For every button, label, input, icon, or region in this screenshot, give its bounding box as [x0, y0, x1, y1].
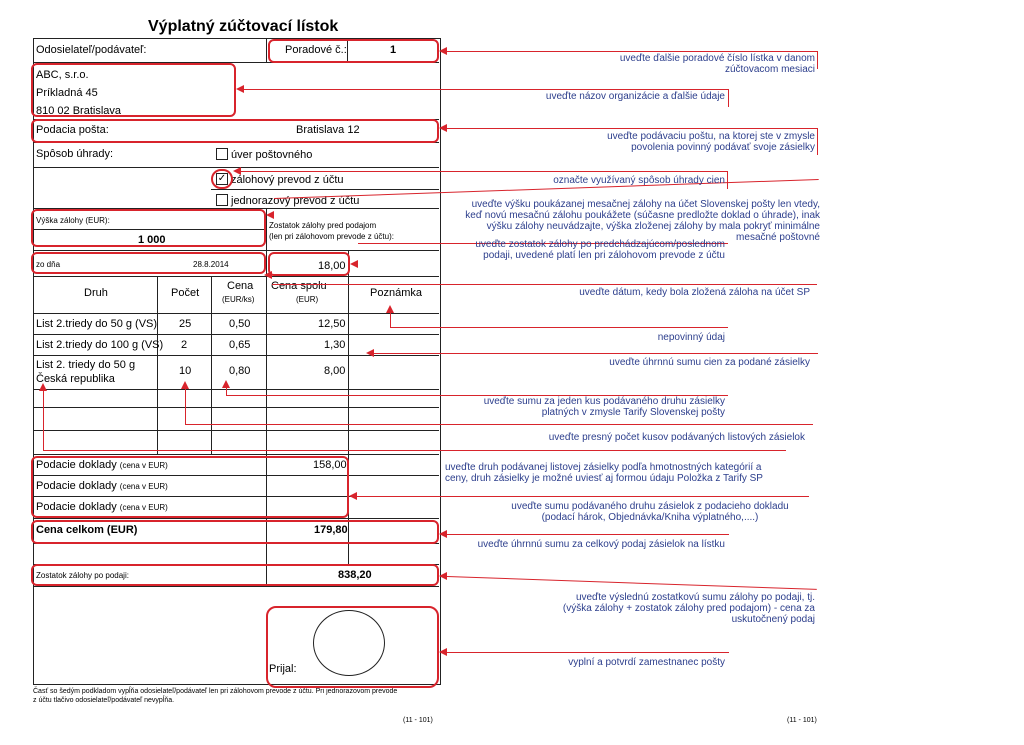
- rule: [211, 189, 439, 190]
- annotation-line: uveďte výšku poukázanej mesačnej zálohy na účet Slovenskej pošty len vtedy,: [471, 199, 820, 210]
- annotation: [445, 199, 820, 243]
- annotation: [530, 592, 815, 625]
- rule: [33, 389, 439, 390]
- leader-line: [185, 388, 186, 424]
- rule: [33, 454, 439, 455]
- arrow-left-icon: [439, 648, 447, 656]
- rule: [33, 430, 439, 431]
- col-poznamka: Poznámka: [370, 287, 422, 299]
- remaining-value: 838,20: [338, 569, 372, 581]
- rule: [33, 276, 439, 277]
- annotation-line: uveďte druh podávanej listovej zásielky podľa hmotnostných kategórií a: [445, 462, 762, 473]
- annotation-line: výšku zálohy neuvádzajte, výška zloženej zálohy by mala pokryť minimálne: [486, 221, 820, 232]
- row-druh: List 2. triedy do 50 g: [36, 359, 136, 371]
- annotation-bar: [728, 89, 729, 107]
- leader-line: [447, 128, 817, 129]
- arrow-left-icon: [439, 572, 447, 580]
- leader-line: [447, 652, 729, 653]
- arrow-left-icon: [266, 211, 274, 219]
- annotation: uveďte dátum, kedy bola zložená záloha na účet SP: [579, 287, 810, 298]
- sender-street: Príkladná 45: [36, 87, 98, 99]
- col-pocet: Počet: [171, 287, 200, 299]
- annotation: [580, 131, 815, 153]
- annotation: označte využívaný spôsob úhrady cien: [553, 175, 725, 186]
- form-title: Výplatný zúčtovací lístok: [148, 18, 339, 35]
- row-druh: List 2.triedy do 100 g (VS): [36, 339, 164, 351]
- leader-line: [244, 89, 729, 90]
- total-value: 179,80: [314, 524, 348, 536]
- annotation-line: podaji, uvedené platí len pri zálohovom prevode z účtu: [483, 250, 725, 261]
- row-spolu: 1,30: [324, 339, 346, 351]
- annotation-bar: [817, 51, 818, 69]
- post-office-value: Bratislava 12: [296, 124, 360, 136]
- balance-before-value: 18,00: [318, 260, 346, 272]
- annotation-line: uveďte podávaciu poštu, na ktorej ste v zmysle: [607, 131, 815, 142]
- annotation: [440, 396, 725, 418]
- annotation-line: povolenia povinný podávať svoje zásielky: [631, 142, 815, 153]
- footnote: z účtu tlačivo odosielateľ/podávateľ nevypĺňa.: [33, 697, 175, 704]
- highlight-balance: [268, 252, 350, 276]
- arrow-up-icon: [181, 381, 189, 389]
- payment-option-single: jednorazový prevod z účtu: [231, 195, 360, 207]
- remaining-label: Zostatok zálohy po podaji:: [36, 571, 129, 580]
- rule: [33, 334, 439, 335]
- sender-label: Odosielateľ/podávateľ:: [36, 44, 147, 56]
- col-cena: Cena: [227, 280, 254, 292]
- annotation-line: mesačné poštovné: [736, 232, 820, 243]
- row-pocet: 2: [181, 339, 188, 351]
- docs-unit: (cena v EUR): [119, 482, 168, 491]
- leader-line: [226, 387, 227, 395]
- col-druh: Druh: [84, 287, 108, 299]
- rule: [157, 276, 158, 454]
- annotation: [600, 53, 815, 75]
- form-code: (11 - 101): [787, 717, 817, 724]
- form-code: (11 - 101): [403, 717, 433, 724]
- payment-option-credit: úver poštovného: [231, 149, 313, 161]
- leader-line: [390, 327, 728, 328]
- row-cena: 0,65: [229, 339, 251, 351]
- annotation: [500, 501, 800, 523]
- deposit-label: Výška zálohy (EUR):: [36, 216, 110, 225]
- serial-label: Poradové č.:: [285, 44, 347, 56]
- arrow-left-icon: [264, 271, 272, 279]
- rule: [33, 250, 439, 251]
- annotation: [440, 239, 725, 261]
- footnote: Časť so šedým podkladom vypĺňa odosielateľ/podávateľ len pri zálohovom prevode z účtu. Pri jednorazovom prevode: [33, 688, 398, 695]
- checkbox-credit[interactable]: [216, 148, 228, 160]
- highlight-remaining: [31, 564, 439, 586]
- arrow-left-icon: [439, 124, 447, 132]
- post-office-label: Podacia pošta:: [36, 124, 109, 136]
- highlight-serial: [268, 39, 439, 63]
- balance-before-sub: (len pri zálohovom prevode z účtu):: [269, 232, 394, 241]
- docs-label-text: Podacie doklady: [36, 480, 117, 492]
- rule: [348, 250, 349, 564]
- arrow-up-icon: [39, 383, 47, 391]
- col-cena-unit: (EUR/ks): [222, 295, 255, 304]
- row-druh: List 2.triedy do 50 g (VS): [36, 318, 158, 330]
- date-label: zo dňa: [36, 260, 61, 269]
- docs-value: 158,00: [313, 459, 347, 471]
- annotation-line: uskutočnený podaj: [731, 614, 815, 625]
- rule: [33, 313, 439, 314]
- row-spolu: 12,50: [318, 318, 346, 330]
- leader-line: [447, 576, 817, 590]
- annotation: uveďte úhrnnú sumu cien za podané zásielky: [609, 357, 810, 368]
- checkbox-advance-transfer[interactable]: ✓: [217, 173, 227, 184]
- annotation-line: uveďte sumu za jeden kus podávaného druhu zásielky: [483, 396, 725, 407]
- highlight-docs: [31, 456, 349, 518]
- total-label: Cena celkom (EUR): [36, 524, 138, 536]
- sender-name: ABC, s.r.o.: [36, 69, 89, 81]
- annotation-bar: [817, 128, 818, 155]
- annotation-line: uveďte ďalšie poradové číslo lístka v danom: [619, 53, 815, 64]
- annotation: uveďte názov organizácie a ďalšie údaje: [545, 91, 725, 102]
- row-cena: 0,80: [229, 365, 251, 377]
- annotation: vyplní a potvrdí zamestnanec pošty: [568, 657, 725, 668]
- col-spolu: Cena spolu: [271, 280, 327, 292]
- leader-line: [241, 171, 728, 172]
- annotation-line: zúčtovacom mesiaci: [724, 64, 815, 75]
- highlight-checkbox: [211, 169, 233, 189]
- deposit-value: 1 000: [138, 234, 166, 246]
- leader-line: [390, 312, 391, 327]
- leader-line: [43, 390, 44, 450]
- leader-line: [185, 424, 813, 425]
- annotation-line: (výška zálohy + zostatok zálohy pred podajom) - cena za: [562, 603, 815, 614]
- docs-label-text: Podacie doklady: [36, 459, 117, 471]
- row-pocet: 10: [179, 365, 192, 377]
- row-pocet: 25: [179, 318, 192, 330]
- annotation: [445, 462, 785, 484]
- annotation-line: platných v zmysle Tarify Slovenskej pošty: [541, 407, 725, 418]
- annotation-line: keď novú mesačnú zálohu poukážete (súčasne predložte doklad o úhrade), inak: [465, 210, 820, 221]
- balance-before-label: Zostatok zálohy pred podajom: [269, 221, 377, 230]
- col-spolu-unit: (EUR): [296, 295, 319, 304]
- checkbox-single-transfer[interactable]: [216, 194, 228, 206]
- highlight-received: [266, 606, 439, 688]
- serial-value: 1: [390, 44, 397, 56]
- annotation: uveďte úhrnnú sumu za celkový podaj zásielok na lístku: [477, 539, 725, 550]
- annotation-line: uveďte zostatok zálohy po predchádzajúcom/poslednom: [475, 239, 725, 250]
- row-druh-country: Česká republika: [36, 373, 115, 385]
- sender-city: 810 02 Bratislava: [36, 105, 121, 117]
- rule: [33, 518, 439, 519]
- rule: [33, 407, 439, 408]
- highlight-total: [31, 520, 439, 544]
- annotation-line: (podací hárok, Objednávka/Kniha výplatného,....): [541, 512, 759, 523]
- docs-unit: (cena v EUR): [119, 461, 168, 470]
- highlight-sender: [31, 63, 236, 117]
- leader-line: [43, 450, 786, 451]
- annotation-line: uveďte sumu podávaného druhu zásielok z podacieho dokladu: [511, 501, 789, 512]
- arrow-left-icon: [236, 85, 244, 93]
- arrow-left-icon: [439, 530, 447, 538]
- highlight-deposit: [31, 209, 266, 247]
- rule: [33, 586, 439, 587]
- rule: [211, 276, 212, 454]
- leader-line: [357, 496, 809, 497]
- row-spolu: 8,00: [324, 365, 346, 377]
- arrow-up-icon: [222, 380, 230, 388]
- docs-label-text: Podacie doklady: [36, 501, 117, 513]
- leader-line: [447, 51, 817, 52]
- leader-line: [374, 353, 818, 354]
- row-cena: 0,50: [229, 318, 251, 330]
- annotation-bar: [727, 171, 728, 189]
- docs-unit: (cena v EUR): [119, 503, 168, 512]
- arrow-left-icon: [233, 167, 241, 175]
- leader-line: [272, 284, 817, 285]
- annotation: uveďte presný počet kusov podávaných listových zásielok: [548, 432, 805, 443]
- highlight-post-office: [31, 119, 439, 143]
- received-label: Prijal:: [269, 663, 297, 675]
- payment-label: Spôsob úhrady:: [36, 148, 114, 160]
- arrow-left-icon: [366, 349, 374, 357]
- arrow-up-icon: [386, 305, 394, 313]
- date-value: 28.8.2014: [193, 260, 229, 269]
- rule: [266, 38, 267, 62]
- annotation: nepovinný údaj: [657, 332, 725, 343]
- arrow-left-icon: [439, 47, 447, 55]
- annotation-line: uveďte výslednú zostatkovú sumu zálohy po podaji, tj.: [575, 592, 815, 603]
- leader-line: [447, 534, 729, 535]
- arrow-left-icon: [349, 492, 357, 500]
- rule: [33, 355, 439, 356]
- arrow-left-icon: [350, 260, 358, 268]
- highlight-date: [31, 252, 266, 274]
- payment-option-advance: zálohový prevod z účtu: [231, 174, 344, 186]
- annotation-line: ceny, druh zásielky je možné uviesť aj formou údaju Položka z Tarify SP: [445, 473, 763, 484]
